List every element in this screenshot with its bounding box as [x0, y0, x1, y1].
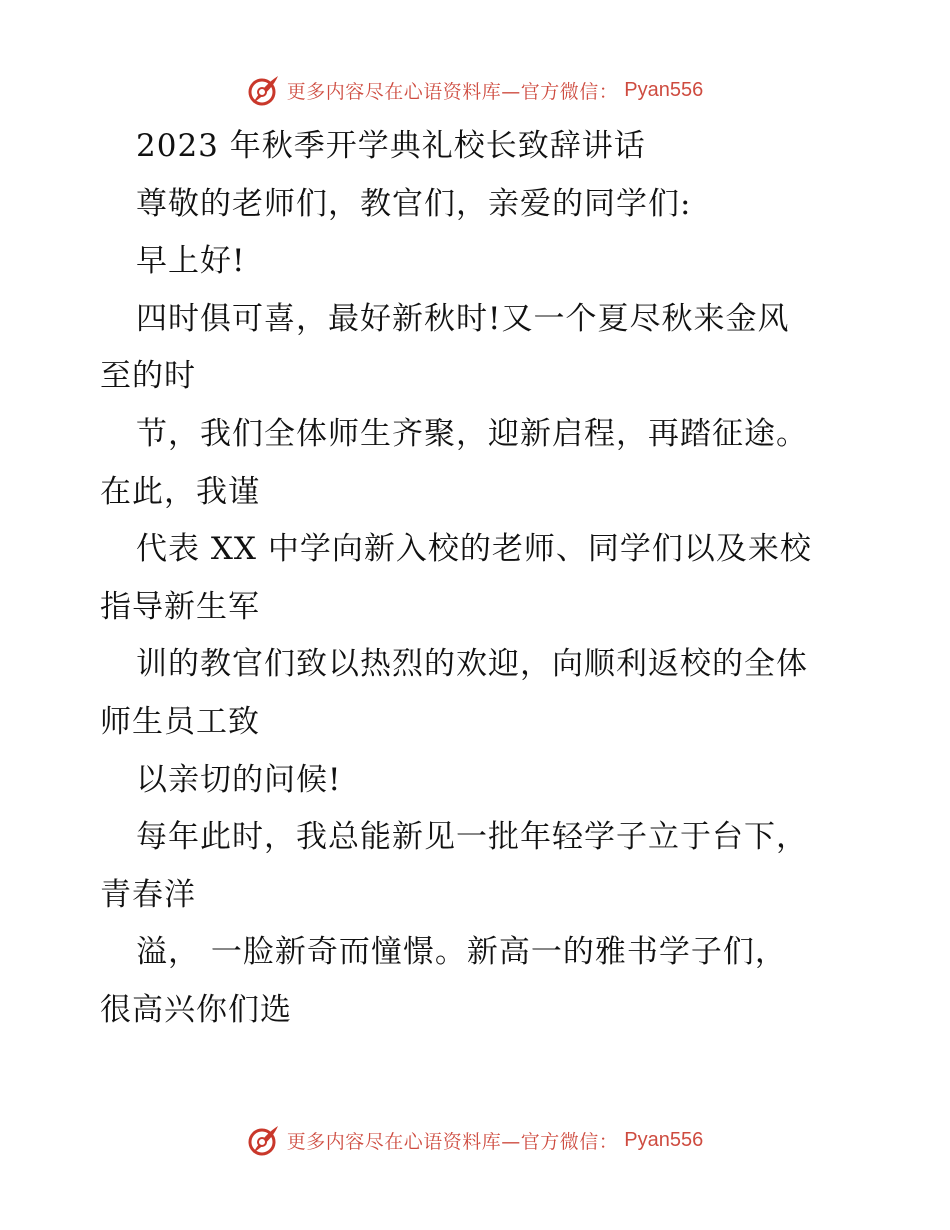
paragraph-line: 溢， 一脸新奇而憧憬。新高一的雅书学子们，	[136, 934, 787, 971]
greeting: 早上好!	[136, 243, 246, 280]
watermark-id: Pyan556	[624, 78, 704, 101]
quill-circle-icon	[247, 1123, 281, 1157]
paragraph-line: 训的教官们致以热烈的欢迎，向顺利返校的全体	[136, 646, 808, 683]
watermark-id: Pyan556	[624, 1128, 704, 1151]
paragraph-line: 代表 XX 中学向新入校的老师、同学们以及来校	[136, 531, 812, 568]
paragraph-line: 四时俱可喜，最好新秋时!又一个夏尽秋来金风	[136, 300, 790, 337]
watermark-text: 更多内容尽在心语资料库—官方微信：	[286, 1130, 619, 1153]
header-watermark	[0, 70, 950, 110]
footer-watermark	[0, 1120, 950, 1160]
paragraph-line: 师生员工致	[100, 703, 260, 740]
quill-circle-icon	[247, 73, 281, 107]
paragraph-line: 节，我们全体师生齐聚，迎新启程，再踏征途。	[136, 415, 808, 452]
paragraph-line: 指导新生军	[100, 588, 260, 625]
document-body	[100, 118, 880, 1040]
paragraph-line: 很高兴你们选	[100, 991, 292, 1028]
salutation: 尊敬的老师们，教官们，亲爱的同学们:	[136, 185, 692, 222]
paragraph-line: 每年此时，我总能新见一批年轻学子立于台下，	[136, 819, 808, 856]
document-title: 2023 年秋季开学典礼校长致辞讲话	[136, 128, 646, 164]
paragraph-line: 青春洋	[100, 876, 196, 913]
paragraph-line: 至的时	[100, 358, 196, 395]
watermark-text: 更多内容尽在心语资料库—官方微信：	[286, 80, 619, 103]
paragraph-line: 以亲切的问候!	[136, 761, 342, 798]
paragraph-line: 在此，我谨	[100, 473, 260, 510]
